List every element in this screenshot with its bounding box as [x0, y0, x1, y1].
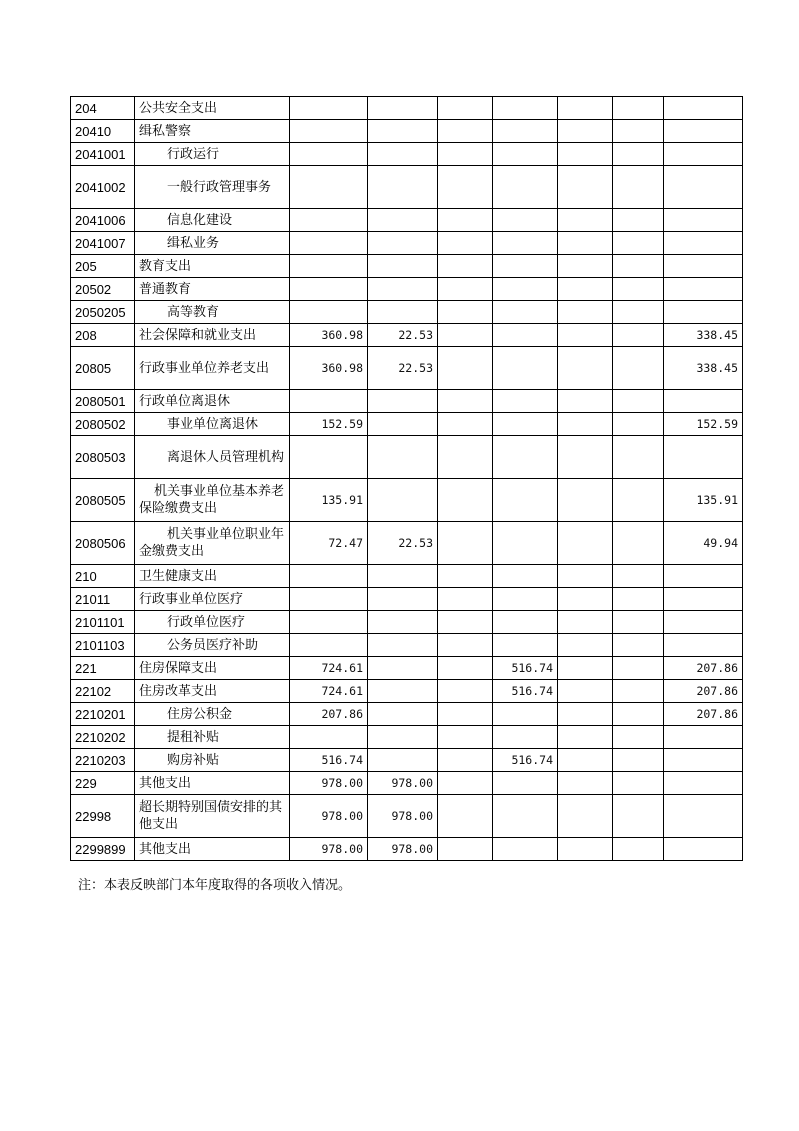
amount-cell [558, 634, 613, 657]
amount-cell [368, 726, 438, 749]
subject-name-cell: 高等教育 [135, 301, 290, 324]
amount-cell [438, 436, 493, 479]
subject-name-cell: 其他支出 [135, 838, 290, 861]
amount-cell [613, 143, 664, 166]
amount-cell: 22.53 [368, 324, 438, 347]
amount-cell [558, 772, 613, 795]
amount-cell [664, 565, 743, 588]
amount-cell [493, 634, 558, 657]
amount-cell [664, 390, 743, 413]
subject-code-cell: 2210203 [71, 749, 135, 772]
amount-cell: 338.45 [664, 324, 743, 347]
amount-cell [438, 772, 493, 795]
amount-cell [368, 479, 438, 522]
amount-cell [613, 324, 664, 347]
amount-cell [558, 749, 613, 772]
amount-cell [493, 209, 558, 232]
subject-name-cell: 行政事业单位养老支出 [135, 347, 290, 390]
amount-cell [368, 611, 438, 634]
amount-cell [493, 166, 558, 209]
amount-cell: 338.45 [664, 347, 743, 390]
table-row [71, 436, 743, 479]
amount-cell [613, 390, 664, 413]
amount-cell [493, 726, 558, 749]
table-row [71, 479, 743, 522]
amount-cell [613, 278, 664, 301]
amount-cell [290, 232, 368, 255]
amount-cell [558, 97, 613, 120]
amount-cell: 152.59 [664, 413, 743, 436]
amount-cell [613, 120, 664, 143]
amount-cell [438, 680, 493, 703]
amount-cell: 978.00 [368, 772, 438, 795]
amount-cell: 49.94 [664, 522, 743, 565]
amount-cell [438, 657, 493, 680]
subject-name-cell: 事业单位离退休 [135, 413, 290, 436]
amount-cell: 207.86 [664, 680, 743, 703]
amount-cell [290, 278, 368, 301]
subject-name-cell: 购房补贴 [135, 749, 290, 772]
amount-cell [664, 209, 743, 232]
amount-cell [558, 522, 613, 565]
amount-cell: 22.53 [368, 522, 438, 565]
table-row [71, 611, 743, 634]
amount-cell [290, 634, 368, 657]
amount-cell [493, 143, 558, 166]
subject-name-cell: 行政单位医疗 [135, 611, 290, 634]
amount-cell [558, 657, 613, 680]
amount-cell [613, 611, 664, 634]
amount-cell: 724.61 [290, 657, 368, 680]
amount-cell [438, 209, 493, 232]
subject-code-cell: 2080501 [71, 390, 135, 413]
amount-cell [368, 657, 438, 680]
amount-cell [493, 324, 558, 347]
amount-cell [493, 838, 558, 861]
amount-cell [664, 588, 743, 611]
amount-cell [558, 413, 613, 436]
amount-cell [493, 232, 558, 255]
amount-cell [368, 634, 438, 657]
table-footnote: 注：本表反映部门本年度取得的各项收入情况。 [78, 878, 352, 893]
amount-cell [368, 143, 438, 166]
subject-name-cell: 卫生健康支出 [135, 565, 290, 588]
amount-cell [558, 301, 613, 324]
amount-cell [368, 436, 438, 479]
amount-cell [558, 278, 613, 301]
amount-cell [493, 565, 558, 588]
amount-cell [493, 703, 558, 726]
amount-cell [493, 390, 558, 413]
amount-cell [290, 726, 368, 749]
subject-code-cell: 20410 [71, 120, 135, 143]
table-row [71, 634, 743, 657]
amount-cell [613, 522, 664, 565]
amount-cell: 978.00 [290, 772, 368, 795]
amount-cell [613, 413, 664, 436]
amount-cell [368, 232, 438, 255]
amount-cell [613, 255, 664, 278]
amount-cell: 978.00 [368, 838, 438, 861]
amount-cell [613, 588, 664, 611]
amount-cell [664, 232, 743, 255]
amount-cell [664, 255, 743, 278]
subject-code-cell: 2041007 [71, 232, 135, 255]
amount-cell [493, 255, 558, 278]
amount-cell [558, 232, 613, 255]
amount-cell [368, 255, 438, 278]
amount-cell [664, 838, 743, 861]
amount-cell [368, 749, 438, 772]
subject-code-cell: 20502 [71, 278, 135, 301]
amount-cell: 978.00 [368, 795, 438, 838]
amount-cell [290, 166, 368, 209]
subject-code-cell: 2080505 [71, 479, 135, 522]
amount-cell [613, 479, 664, 522]
table-row [71, 97, 743, 120]
table-row [71, 703, 743, 726]
amount-cell [368, 413, 438, 436]
budget-table [70, 96, 743, 861]
amount-cell [664, 97, 743, 120]
amount-cell [664, 436, 743, 479]
amount-cell [368, 120, 438, 143]
amount-cell [368, 301, 438, 324]
amount-cell [493, 97, 558, 120]
amount-cell [664, 772, 743, 795]
amount-cell [664, 278, 743, 301]
table-row [71, 657, 743, 680]
table-row [71, 772, 743, 795]
table-row [71, 209, 743, 232]
table-row [71, 680, 743, 703]
amount-cell: 516.74 [493, 680, 558, 703]
amount-cell [664, 611, 743, 634]
amount-cell [493, 522, 558, 565]
amount-cell [558, 703, 613, 726]
amount-cell [558, 166, 613, 209]
amount-cell [438, 278, 493, 301]
amount-cell [493, 278, 558, 301]
amount-cell [558, 795, 613, 838]
amount-cell [438, 703, 493, 726]
subject-code-cell: 2101103 [71, 634, 135, 657]
subject-name-cell: 离退休人员管理机构 [135, 436, 290, 479]
subject-code-cell: 2041006 [71, 209, 135, 232]
subject-code-cell: 22102 [71, 680, 135, 703]
amount-cell [438, 324, 493, 347]
table-row [71, 749, 743, 772]
amount-cell [438, 726, 493, 749]
amount-cell [438, 413, 493, 436]
amount-cell [664, 143, 743, 166]
subject-code-cell: 208 [71, 324, 135, 347]
subject-code-cell: 2101101 [71, 611, 135, 634]
amount-cell [290, 436, 368, 479]
subject-code-cell: 22998 [71, 795, 135, 838]
table-row [71, 166, 743, 209]
subject-code-cell: 2080506 [71, 522, 135, 565]
amount-cell [613, 749, 664, 772]
amount-cell [493, 795, 558, 838]
amount-cell [558, 565, 613, 588]
amount-cell: 516.74 [290, 749, 368, 772]
amount-cell [438, 565, 493, 588]
subject-name-cell: 提租补贴 [135, 726, 290, 749]
subject-name-cell: 信息化建设 [135, 209, 290, 232]
amount-cell [438, 390, 493, 413]
subject-code-cell: 2041002 [71, 166, 135, 209]
subject-code-cell: 205 [71, 255, 135, 278]
table-row [71, 390, 743, 413]
amount-cell [493, 479, 558, 522]
subject-name-cell: 住房公积金 [135, 703, 290, 726]
subject-name-cell: 教育支出 [135, 255, 290, 278]
table-row [71, 120, 743, 143]
amount-cell [558, 680, 613, 703]
table-row [71, 324, 743, 347]
subject-code-cell: 210 [71, 565, 135, 588]
table-row [71, 413, 743, 436]
subject-code-cell: 2080502 [71, 413, 135, 436]
table-row [71, 301, 743, 324]
subject-code-cell: 2210201 [71, 703, 135, 726]
subject-code-cell: 20805 [71, 347, 135, 390]
amount-cell [613, 657, 664, 680]
amount-cell [290, 390, 368, 413]
table-row [71, 347, 743, 390]
subject-name-cell: 缉私业务 [135, 232, 290, 255]
amount-cell: 978.00 [290, 838, 368, 861]
amount-cell [558, 324, 613, 347]
amount-cell [368, 588, 438, 611]
amount-cell [664, 301, 743, 324]
amount-cell [664, 749, 743, 772]
amount-cell [493, 120, 558, 143]
subject-name-cell: 缉私警察 [135, 120, 290, 143]
amount-cell [558, 588, 613, 611]
amount-cell [613, 166, 664, 209]
amount-cell [558, 347, 613, 390]
amount-cell [438, 795, 493, 838]
amount-cell: 135.91 [664, 479, 743, 522]
table-row [71, 795, 743, 838]
amount-cell [438, 634, 493, 657]
amount-cell [613, 232, 664, 255]
subject-name-cell: 一般行政管理事务 [135, 166, 290, 209]
amount-cell [290, 120, 368, 143]
subject-name-cell: 住房改革支出 [135, 680, 290, 703]
amount-cell [368, 703, 438, 726]
amount-cell [290, 611, 368, 634]
subject-name-cell: 机关事业单位职业年金缴费支出 [135, 522, 290, 565]
amount-cell [613, 347, 664, 390]
subject-code-cell: 204 [71, 97, 135, 120]
amount-cell [558, 436, 613, 479]
amount-cell: 135.91 [290, 479, 368, 522]
amount-cell: 360.98 [290, 324, 368, 347]
amount-cell [664, 726, 743, 749]
amount-cell [664, 795, 743, 838]
amount-cell [438, 301, 493, 324]
amount-cell [664, 634, 743, 657]
subject-name-cell: 公共安全支出 [135, 97, 290, 120]
amount-cell [558, 209, 613, 232]
amount-cell [438, 232, 493, 255]
amount-cell [290, 588, 368, 611]
amount-cell [290, 255, 368, 278]
amount-cell [664, 120, 743, 143]
amount-cell [613, 301, 664, 324]
subject-name-cell: 机关事业单位基本养老保险缴费支出 [135, 479, 290, 522]
amount-cell [438, 120, 493, 143]
amount-cell: 360.98 [290, 347, 368, 390]
amount-cell [613, 795, 664, 838]
table-row [71, 726, 743, 749]
amount-cell: 207.86 [290, 703, 368, 726]
amount-cell [438, 479, 493, 522]
amount-cell [438, 611, 493, 634]
amount-cell [438, 347, 493, 390]
amount-cell [438, 143, 493, 166]
amount-cell [613, 97, 664, 120]
amount-cell [493, 611, 558, 634]
amount-cell: 978.00 [290, 795, 368, 838]
subject-code-cell: 2080503 [71, 436, 135, 479]
amount-cell [368, 680, 438, 703]
subject-code-cell: 221 [71, 657, 135, 680]
subject-name-cell: 其他支出 [135, 772, 290, 795]
amount-cell [368, 278, 438, 301]
amount-cell [290, 209, 368, 232]
subject-code-cell: 2210202 [71, 726, 135, 749]
subject-code-cell: 229 [71, 772, 135, 795]
table-body [71, 97, 743, 861]
amount-cell [613, 634, 664, 657]
amount-cell [613, 565, 664, 588]
subject-name-cell: 行政运行 [135, 143, 290, 166]
table-row [71, 838, 743, 861]
amount-cell [558, 120, 613, 143]
amount-cell [613, 680, 664, 703]
subject-name-cell: 公务员医疗补助 [135, 634, 290, 657]
amount-cell [558, 255, 613, 278]
subject-code-cell: 2299899 [71, 838, 135, 861]
table-row [71, 588, 743, 611]
amount-cell [493, 413, 558, 436]
amount-cell [438, 97, 493, 120]
table-row [71, 278, 743, 301]
amount-cell [558, 390, 613, 413]
amount-cell [558, 838, 613, 861]
amount-cell [558, 479, 613, 522]
amount-cell: 72.47 [290, 522, 368, 565]
subject-name-cell: 行政单位离退休 [135, 390, 290, 413]
amount-cell: 516.74 [493, 657, 558, 680]
amount-cell [368, 565, 438, 588]
amount-cell [613, 772, 664, 795]
table-row [71, 522, 743, 565]
amount-cell [493, 772, 558, 795]
amount-cell [290, 143, 368, 166]
subject-code-cell: 2041001 [71, 143, 135, 166]
amount-cell: 207.86 [664, 657, 743, 680]
amount-cell [438, 522, 493, 565]
amount-cell [290, 301, 368, 324]
amount-cell: 724.61 [290, 680, 368, 703]
amount-cell [558, 726, 613, 749]
amount-cell [558, 611, 613, 634]
amount-cell: 22.53 [368, 347, 438, 390]
amount-cell [493, 301, 558, 324]
subject-name-cell: 行政事业单位医疗 [135, 588, 290, 611]
subject-name-cell: 住房保障支出 [135, 657, 290, 680]
amount-cell [493, 347, 558, 390]
amount-cell: 207.86 [664, 703, 743, 726]
amount-cell [664, 166, 743, 209]
amount-cell: 152.59 [290, 413, 368, 436]
amount-cell [438, 255, 493, 278]
amount-cell [558, 143, 613, 166]
amount-cell [438, 749, 493, 772]
subject-code-cell: 21011 [71, 588, 135, 611]
amount-cell [290, 97, 368, 120]
amount-cell [493, 588, 558, 611]
subject-name-cell: 社会保障和就业支出 [135, 324, 290, 347]
amount-cell [613, 703, 664, 726]
subject-name-cell: 普通教育 [135, 278, 290, 301]
amount-cell [613, 209, 664, 232]
table-row [71, 232, 743, 255]
amount-cell [493, 436, 558, 479]
amount-cell: 516.74 [493, 749, 558, 772]
amount-cell [290, 565, 368, 588]
amount-cell [613, 838, 664, 861]
amount-cell [438, 838, 493, 861]
amount-cell [438, 588, 493, 611]
table-row [71, 143, 743, 166]
amount-cell [368, 390, 438, 413]
amount-cell [613, 436, 664, 479]
table-row [71, 565, 743, 588]
amount-cell [368, 166, 438, 209]
amount-cell [368, 97, 438, 120]
table-row [71, 255, 743, 278]
amount-cell [438, 166, 493, 209]
subject-name-cell: 超长期特别国债安排的其他支出 [135, 795, 290, 838]
amount-cell [613, 726, 664, 749]
amount-cell [368, 209, 438, 232]
subject-code-cell: 2050205 [71, 301, 135, 324]
